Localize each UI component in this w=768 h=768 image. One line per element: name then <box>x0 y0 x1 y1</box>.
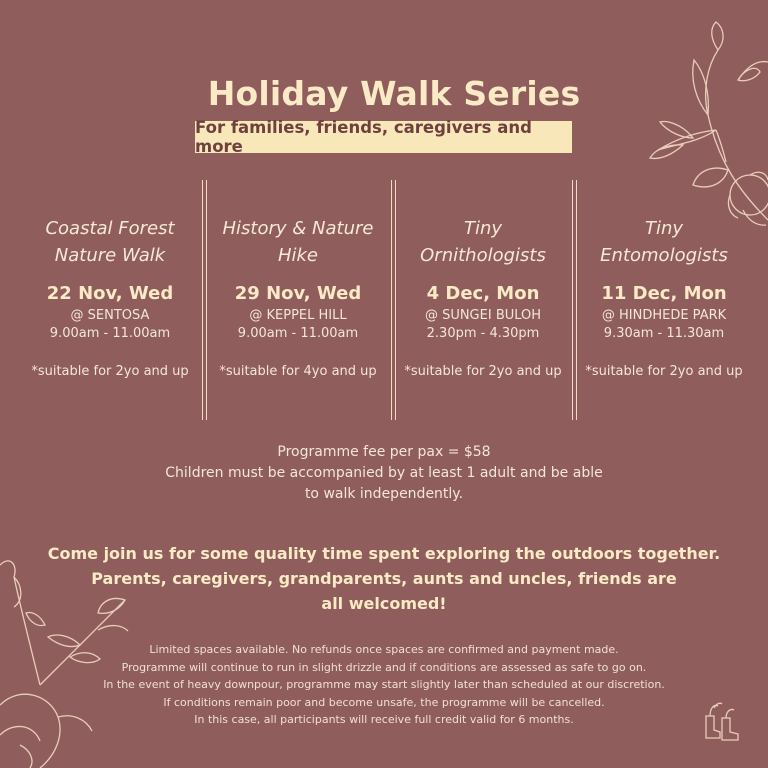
event-date: 22 Nov, Wed <box>46 283 174 304</box>
event-column <box>574 215 754 379</box>
subtitle-banner <box>195 118 572 156</box>
event-time: 9.00am - 11.00am <box>237 326 359 341</box>
event-column <box>393 215 573 379</box>
terms-line: In this case, all participants will receive full credit valid for 6 months. <box>194 713 574 726</box>
event-time: 9.00am - 11.00am <box>49 326 171 341</box>
event-name <box>208 215 388 271</box>
event-name-line: Ornithologists <box>420 245 546 266</box>
event-location: @ HINDHEDE PARK <box>601 308 727 323</box>
terms-line: Limited spaces available. No refunds once spaces are confirmed and payment made. <box>149 643 619 656</box>
event-location: @ SENTOSA <box>70 308 150 323</box>
invitation-line: Parents, caregivers, grandparents, aunts and uncles, friends are all welcomed! <box>91 569 677 613</box>
terms-line: Programme will continue to run in slight drizzle and if conditions are assessed as safe to go on. <box>121 660 647 674</box>
event-location: @ KEPPEL HILL <box>249 308 347 323</box>
fee-price: Programme fee per pax = $58 <box>277 444 491 460</box>
page-title: Holiday Walk Series <box>207 74 581 113</box>
event-location: @ SUNGEI BULOH <box>424 308 542 323</box>
terms-line: In the event of heavy downpour, programme may start slightly later than scheduled at our discretion. <box>103 678 665 691</box>
fee-info <box>0 442 768 505</box>
terms-line: If conditions remain poor and become unsafe, the programme will be cancelled. <box>163 695 605 709</box>
event-suitability: *suitable for 2yo and up <box>404 364 562 379</box>
event-date: 29 Nov, Wed <box>234 283 362 304</box>
event-suitability: *suitable for 2yo and up <box>585 364 743 379</box>
fee-requirement: Children must be accompanied by at least 1 adult and be able to walk independently. <box>165 465 603 502</box>
event-name <box>20 215 200 271</box>
invitation-text <box>40 541 728 616</box>
event-name-line: History & Nature <box>222 218 374 239</box>
event-date: 11 Dec, Mon <box>601 283 727 304</box>
event-name-line: Tiny <box>463 218 503 239</box>
event-name <box>393 215 573 271</box>
event-name-line: Nature Walk <box>54 245 166 266</box>
event-column <box>20 215 200 379</box>
event-name-line: Coastal Forest <box>45 218 175 239</box>
event-name <box>574 215 754 271</box>
event-date: 4 Dec, Mon <box>426 283 540 304</box>
event-column <box>208 215 388 379</box>
invitation-line: Come join us for some quality time spent exploring the outdoors together. <box>47 544 721 563</box>
event-name-line: Hike <box>277 245 319 266</box>
event-suitability: *suitable for 2yo and up <box>31 364 189 379</box>
column-divider <box>202 180 207 420</box>
subtitle-text: For families, friends, caregivers and more <box>195 118 532 156</box>
event-name-line: Entomologists <box>600 245 728 266</box>
event-name-line: Tiny <box>644 218 684 239</box>
event-time: 9.30am - 11.30am <box>603 326 725 341</box>
event-suitability: *suitable for 4yo and up <box>219 364 377 379</box>
event-time: 2.30pm - 4.30pm <box>426 326 540 341</box>
terms-and-conditions <box>0 641 768 729</box>
